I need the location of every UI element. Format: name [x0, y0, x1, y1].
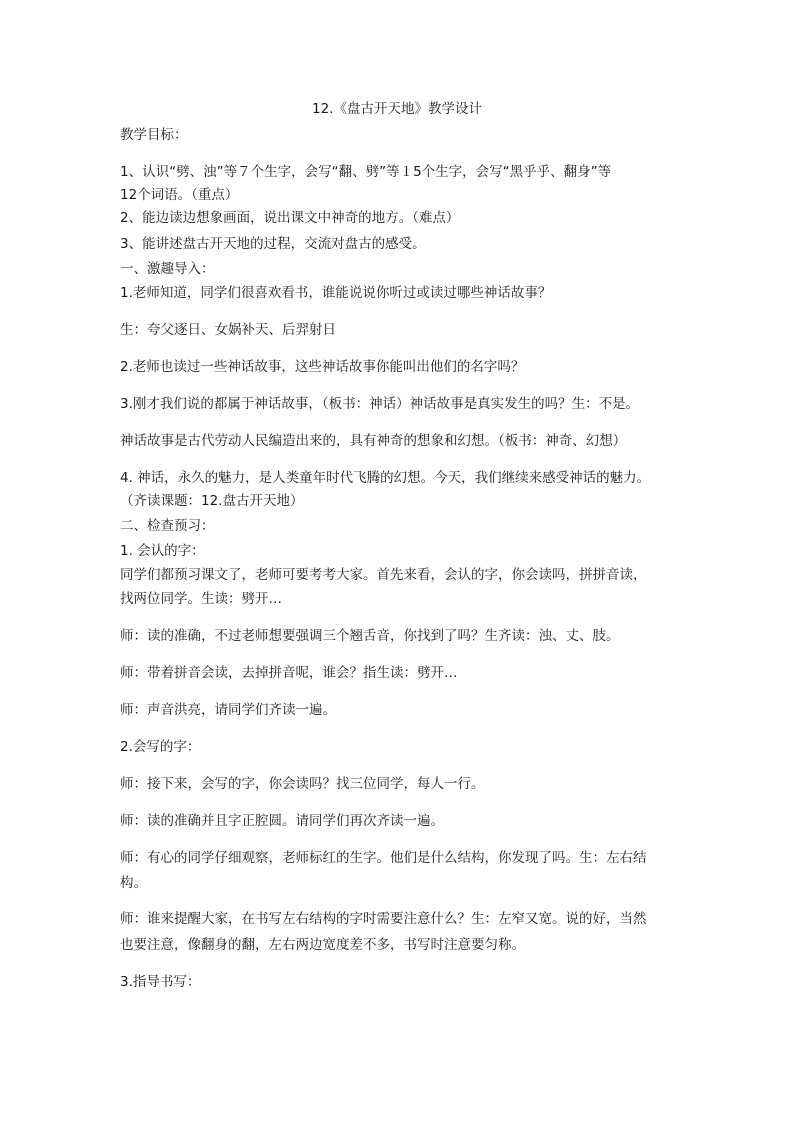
objective-3: 3、能讲述盘古开天地的过程，交流对盘古的感受。	[120, 236, 426, 252]
paragraph: 1.老师知道，同学们很喜欢看书，谁能说说你听过或读过哪些神话故事？	[120, 285, 552, 301]
paragraph: 生：夸父逐日、女娲补天、后羿射日	[120, 322, 336, 338]
paragraph: 师：声音洪亮，请同学们齐读一遍。	[120, 702, 336, 718]
section-heading-objectives: 教学目标：	[120, 127, 188, 143]
paragraph: 构。	[120, 875, 147, 891]
paragraph: 师：谁来提醒大家，在书写左右结构的字时需要注意什么？生：左窄又宽。说的好，当然	[120, 911, 647, 927]
paragraph: 神话故事是古代劳动人民编造出来的，具有神奇的想象和幻想。（板书：神奇、幻想）	[120, 433, 627, 449]
subheading: 2.会写的字：	[120, 739, 201, 755]
paragraph: 也要注意，像翻身的翻，左右两边宽度差不多，书写时注意要匀称。	[120, 937, 525, 953]
document-title: 12.《盘古开天地》教学设计	[312, 101, 482, 117]
subheading: 3.指导书写：	[120, 974, 201, 990]
paragraph: 师：读的准确并且字正腔圆。请同学们再次齐读一遍。	[120, 813, 444, 829]
objective-2: 2、能边读边想象画面，说出课文中神奇的地方。（难点）	[120, 210, 460, 226]
paragraph: 师：接下来，会写的字，你会读吗？找三位同学，每人一行。	[120, 776, 485, 792]
paragraph: 3.刚才我们说的都属于神话故事，（板书：神话）神话故事是真实发生的吗？生：不是。	[120, 396, 640, 412]
paragraph: 4. 神话，永久的魅力，是人类童年时代飞腾的幻想。今天，我们继续来感受神话的魅力。	[120, 470, 651, 486]
objective-1-line-2: 12个词语。（重点）	[120, 187, 239, 203]
paragraph: 同学们都预习课文了，老师可要考考大家。首先来看，会认的字，你会读吗，拼拼音读，	[120, 567, 647, 583]
objective-1-line-1: 1、认识“劈、浊”等７个生字，会写“翻、劈”等１5个生字，会写“黑乎乎、翻身”等	[120, 164, 612, 180]
paragraph: 师：读的准确，不过老师想要强调三个翘舌音，你找到了吗？生齐读：浊、丈、肢。	[120, 628, 620, 644]
paragraph: （齐读课题：12.盘古开天地）	[120, 493, 304, 509]
section-heading-preview: 二、检查预习：	[120, 518, 215, 534]
paragraph: 2.老师也读过一些神话故事，这些神话故事你能叫出他们的名字吗？	[120, 359, 525, 375]
paragraph: 师：带着拼音会读，去掉拼音呢，谁会？指生读：劈开…	[120, 665, 458, 681]
paragraph: 师：有心的同学仔细观察，老师标红的生字。他们是什么结构，你发现了吗。生：左右结	[120, 850, 647, 866]
subheading: 1. 会认的字：	[120, 543, 205, 559]
section-heading-introduction: 一、激趣导入：	[120, 261, 215, 277]
paragraph: 找两位同学。生读：劈开…	[120, 591, 282, 607]
